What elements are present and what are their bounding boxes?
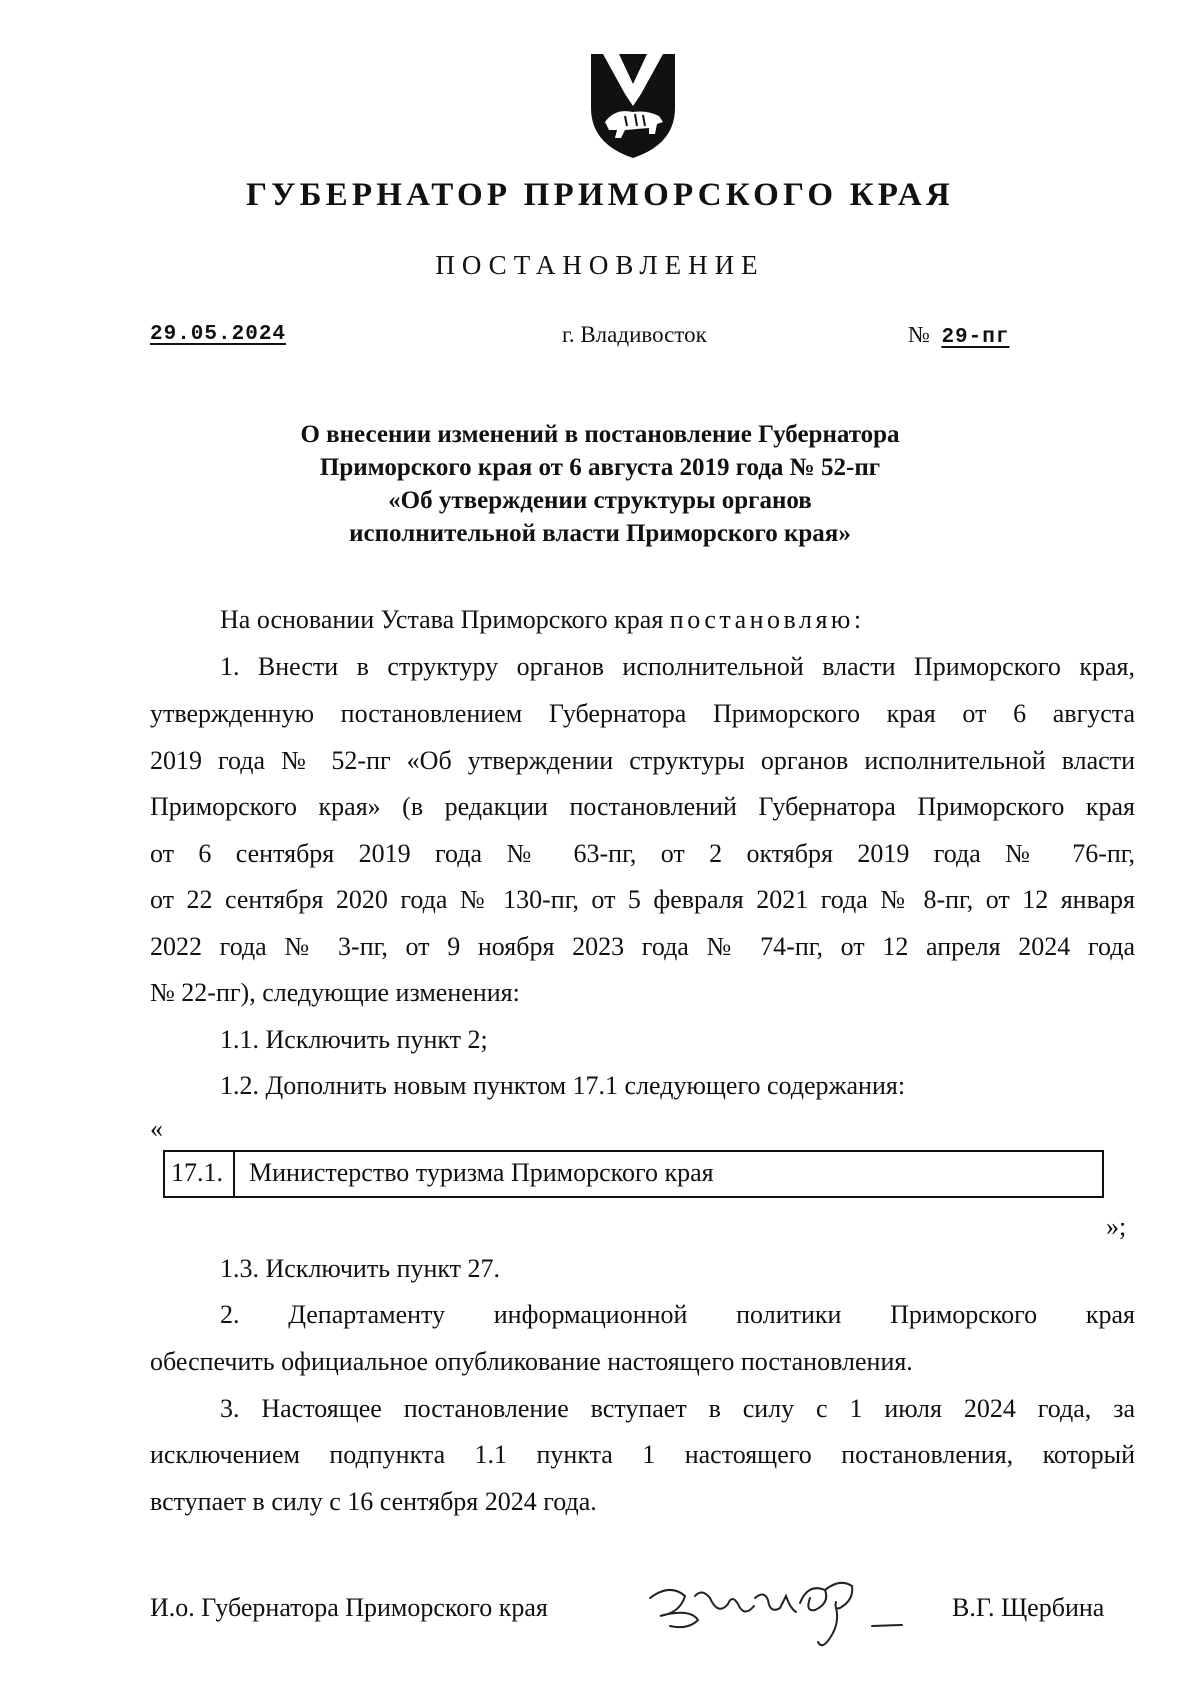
structure-table	[163, 1150, 1104, 1198]
organization-title: ГУБЕРНАТОР ПРИМОРСКОГО КРАЯ	[246, 177, 954, 213]
title-line: Приморского края от 6 августа 2019 года № 52-пг	[319, 454, 881, 481]
paragraph-line: от 22 сентября 2020 года № 130-пг, от 5 февраля 2021 года № 8-пг, от 12 января	[150, 885, 1135, 914]
preamble-keyword: постановляю	[669, 605, 854, 634]
paragraph-line: 2019 года № 52-пг «Об утверждении структуры органов исполнительной власти	[150, 746, 1135, 775]
paragraph-line: от 6 сентября 2019 года № 63-пг, от 2 октября 2019 года № 76-пг,	[150, 839, 1135, 868]
number-value: 29-пг	[941, 326, 1010, 349]
paragraph-line: вступает в силу с 16 сентября 2024 года.	[150, 1487, 597, 1516]
paragraph-line: исключением подпункта 1.1 пункта 1 настоящего постановления, который	[150, 1440, 1135, 1469]
item-1-3: 1.3. Исключить пункт 27.	[220, 1254, 501, 1283]
paragraph-line: обеспечить официальное опубликование настоящего постановления.	[150, 1347, 913, 1376]
preamble-colon: :	[853, 605, 862, 634]
paragraph-line: № 22-пг), следующие изменения:	[150, 978, 520, 1007]
paragraph-line: 3. Настоящее постановление вступает в силу с 1 июля 2024 года, за	[220, 1394, 1135, 1423]
title-line: исполнительной власти Приморского края»	[349, 520, 851, 547]
number-label: №	[908, 322, 930, 347]
signer-name: В.Г. Щербина	[952, 1593, 1105, 1622]
signer-position: И.о. Губернатора Приморского края	[150, 1593, 548, 1622]
document-date: 29.05.2024	[150, 323, 287, 346]
coat-of-arms-icon	[585, 50, 681, 162]
table-cell-number: 17.1.	[165, 1152, 235, 1196]
paragraph-line: Приморского края» (в редакции постановлений Губернатора Приморского края	[150, 792, 1135, 821]
preamble	[220, 599, 1135, 641]
quote-open: «	[150, 1114, 163, 1143]
preamble-text: На основании Устава Приморского края	[220, 605, 664, 634]
item-1-2: 1.2. Дополнить новым пунктом 17.1 следующего содержания:	[220, 1071, 906, 1100]
paragraph-line: 2022 года № 3-пг, от 9 ноября 2023 года № 74-пг, от 12 апреля 2024 года	[150, 932, 1135, 961]
title-line: О внесении изменений в постановление Губернатора	[300, 421, 900, 448]
document-city: г. Владивосток	[562, 322, 707, 347]
paragraph-line: 1. Внести в структуру органов исполнительной власти Приморского края,	[220, 652, 1135, 681]
paragraph-line: 2. Департаменту информационной политики Приморского края	[220, 1300, 1135, 1329]
document-number	[908, 322, 1009, 349]
document-title	[200, 418, 1000, 550]
document-type: ПОСТАНОВЛЕНИЕ	[435, 250, 765, 280]
handwritten-signature	[640, 1568, 940, 1678]
table-cell-name: Министерство туризма Приморского края	[249, 1158, 714, 1187]
quote-close: »;	[1106, 1212, 1127, 1241]
paragraph-line: утвержденную постановлением Губернатора Приморского края от 6 августа	[150, 699, 1135, 728]
item-1-1: 1.1. Исключить пункт 2;	[220, 1025, 488, 1054]
title-line: «Об утверждении структуры органов	[388, 487, 812, 514]
